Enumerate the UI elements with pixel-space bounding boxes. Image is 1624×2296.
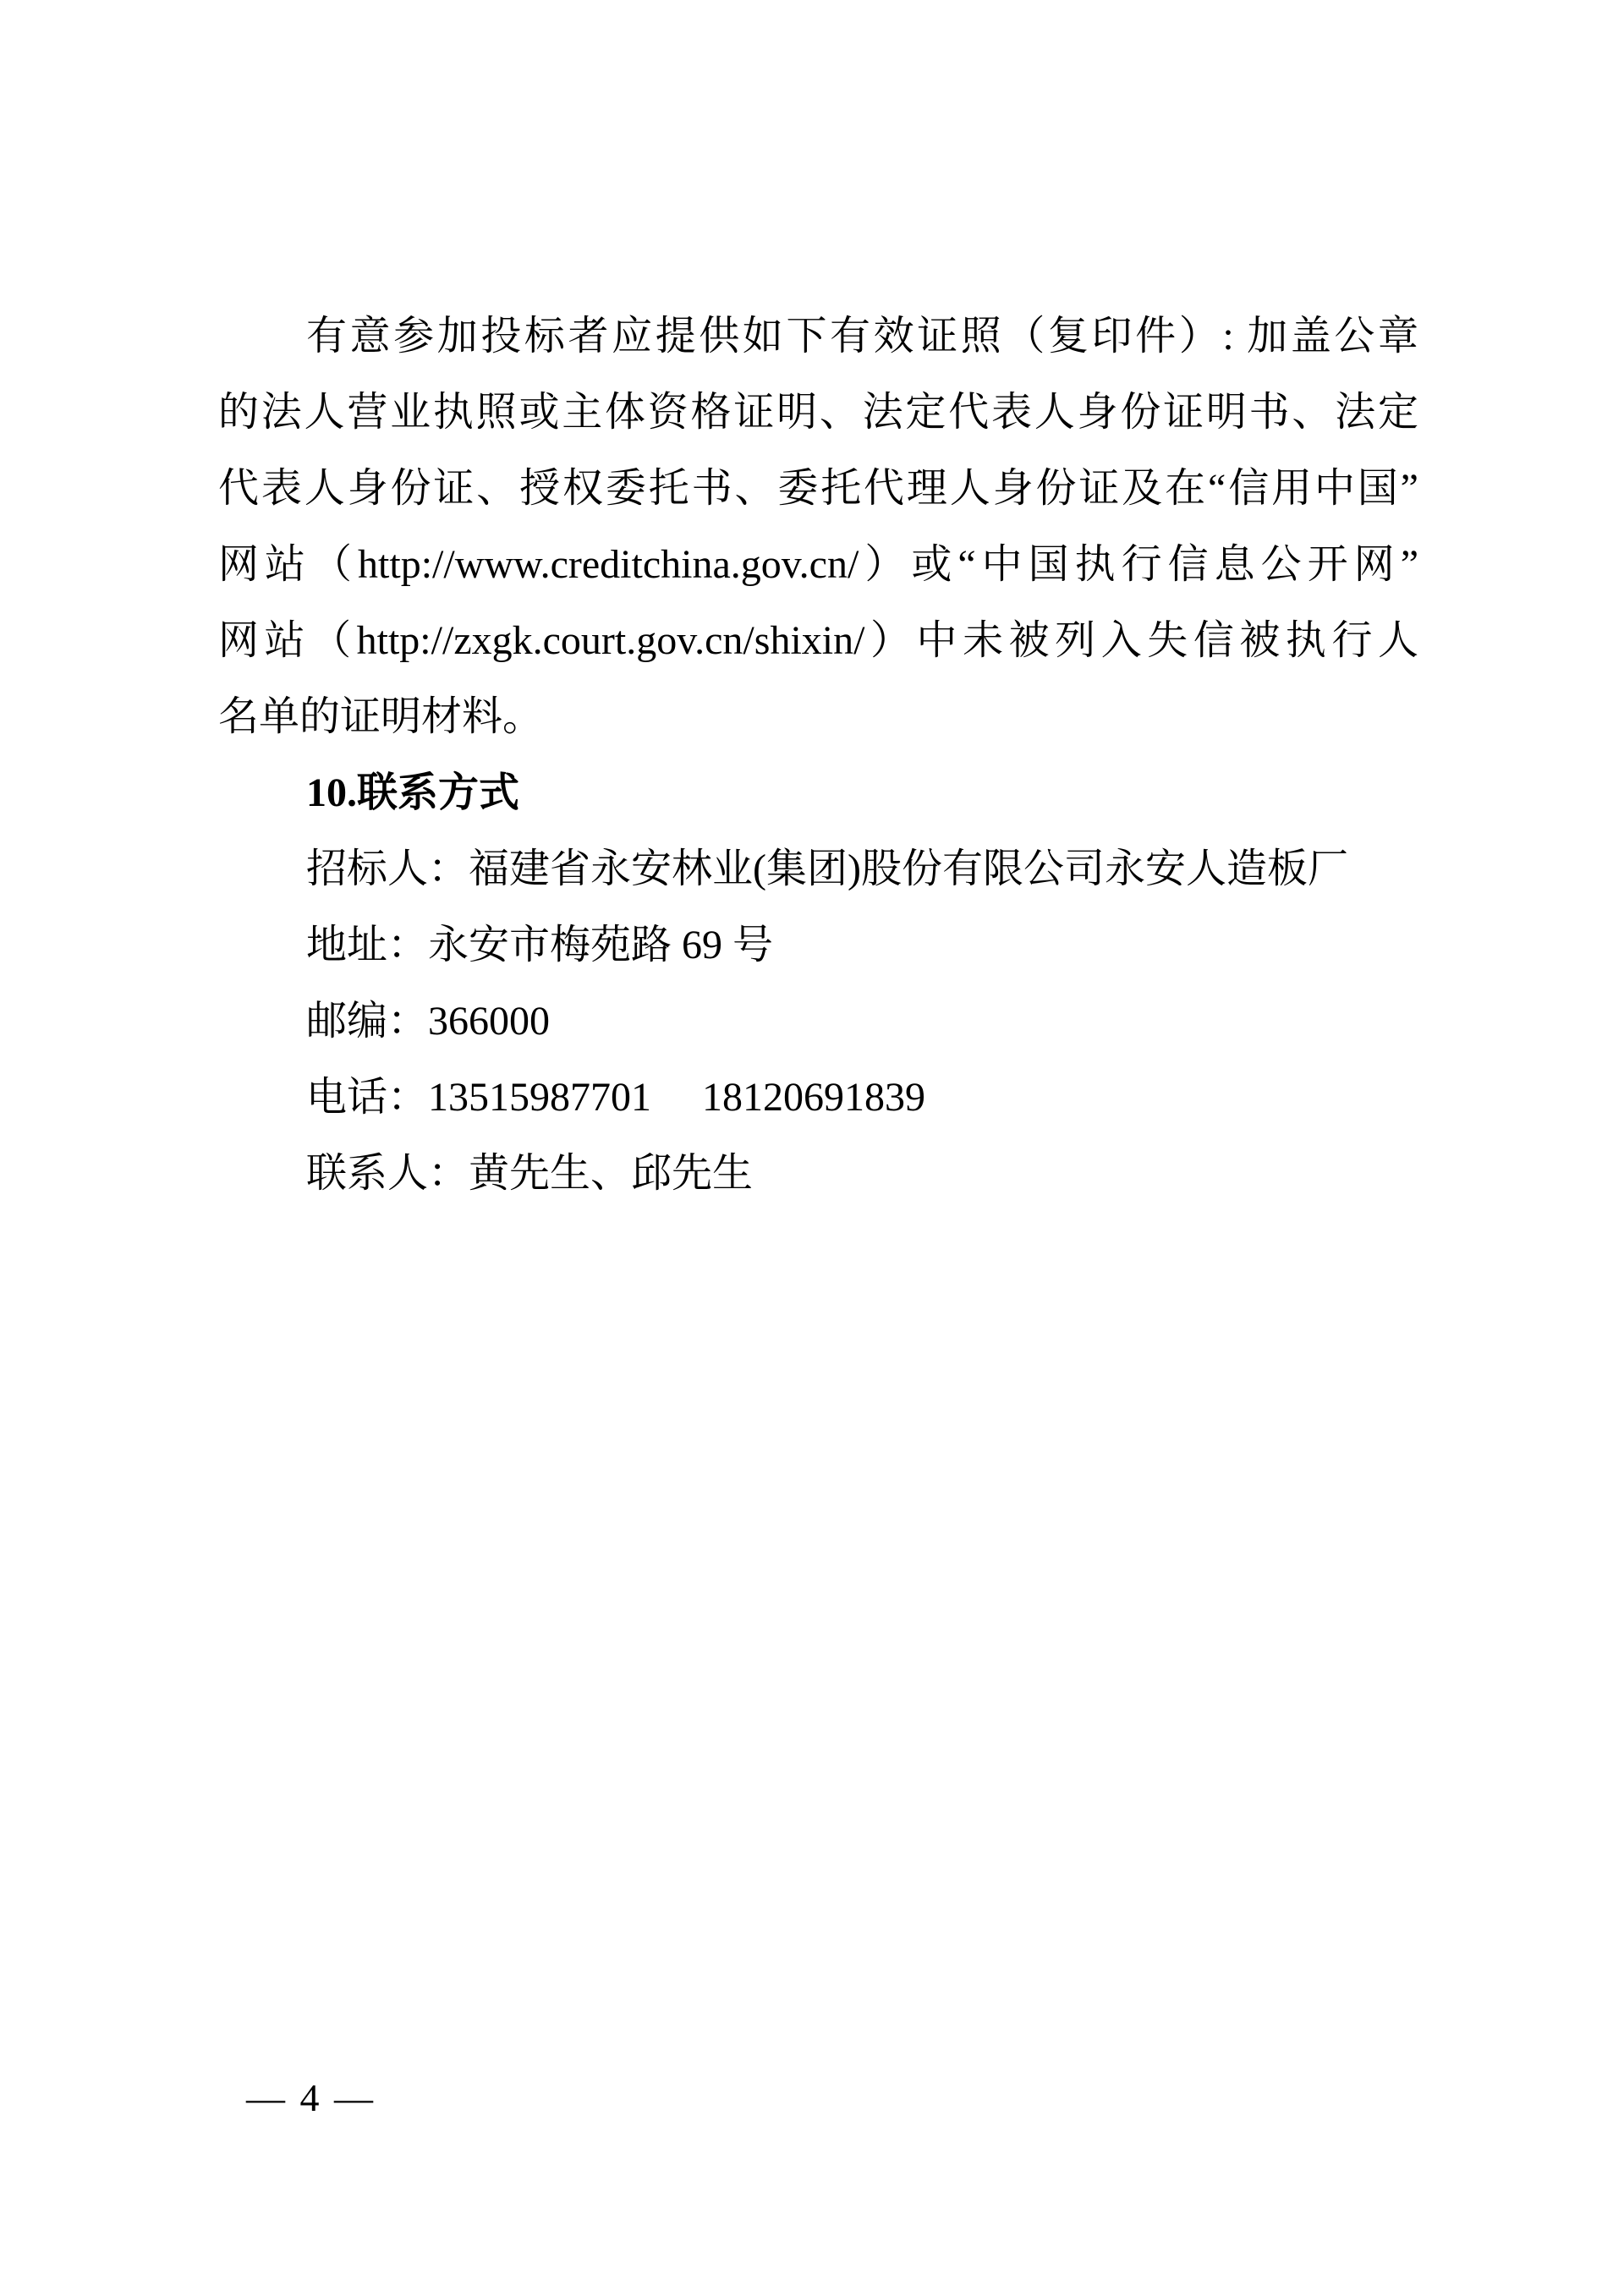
tenderee-value: 福建省永安林业(集团)股份有限公司永安人造板厂: [469, 847, 1348, 891]
intro-paragraph-line-5: 网站（http://zxgk.court.gov.cn/shixin/）中未被列入失信被执行人: [218, 618, 1418, 663]
intro-paragraph-line-6: 名单的证明材料。: [218, 694, 544, 739]
contact-line-tenderee: [218, 831, 1418, 907]
contact-section-heading: 10.联系方式: [306, 770, 520, 815]
postcode-label: 邮编：: [306, 999, 429, 1044]
intro-paragraph-line-4: 网站（http://www.creditchina.gov.cn/）或“中国执行信息公开网”: [218, 542, 1418, 587]
intro-paragraph-line-3: 代表人身份证、授权委托书、委托代理人身份证及在“信用中国”: [218, 466, 1418, 511]
phone-label: 电话：: [306, 1075, 429, 1120]
tenderee-label: 招标人：: [306, 847, 469, 891]
page-footer: [246, 2060, 376, 2136]
contact-person-value: 黄先生、邱先生: [469, 1151, 754, 1196]
contact-line-address: [218, 907, 1418, 984]
contact-line-contact-person: [218, 1136, 1418, 1212]
intro-paragraph-line-2: 的法人营业执照或主体资格证明、法定代表人身份证明书、法定: [218, 390, 1418, 435]
document-body: [218, 299, 1418, 1212]
contact-line-postcode: [218, 984, 1418, 1060]
contact-line-phone: [218, 1060, 1418, 1136]
address-label: 地址：: [306, 923, 429, 967]
page-number: — 4 —: [246, 2076, 376, 2119]
postcode-value: 366000: [428, 999, 551, 1044]
intro-paragraph-line-1: 有意参加投标者应提供如下有效证照（复印件）: 加盖公章: [306, 314, 1418, 359]
address-value: 永安市梅苑路 69 号: [428, 923, 774, 967]
contact-person-label: 联系人：: [306, 1151, 469, 1196]
phone-value: 13515987701 18120691839: [428, 1075, 926, 1120]
